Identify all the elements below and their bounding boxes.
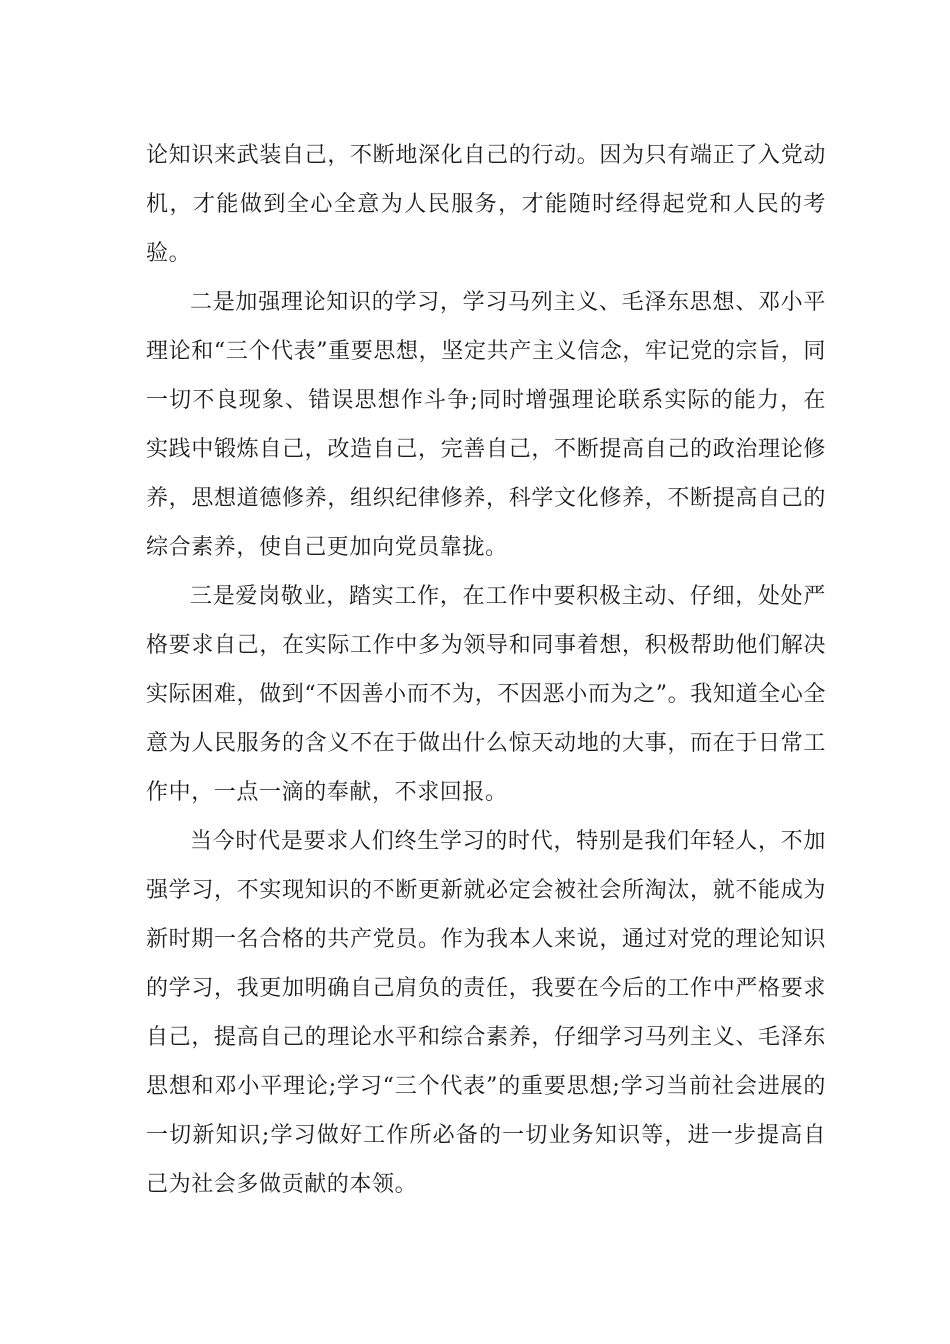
paragraph-point-two: 二是加强理论知识的学习，学习马列主义、毛泽东思想、邓小平理论和“三个代表”重要思想，坚定共产主义信念，牢记党的宗旨，同一切不良现象、错误思想作斗争;同时增强理论联系实际的能力，在实践中锻炼自己，改造自己，完善自己，不断提高自己的政治理论修养，思想道德修养，组织纪律修养，科学文化修养，不断提高自己的综合素养，使自己更加向党员靠拢。 <box>146 290 826 560</box>
paragraph-point-three: 三是爱岗敬业，踏实工作，在工作中要积极主动、仔细，处处严格要求自己，在实际工作中多为领导和同事着想，积极帮助他们解决实际困难，做到“不因善小而不为，不因恶小而为之”。我知道全心全意为人民服务的含义不在于做出什么惊天动地的大事，而在于日常工作中，一点一滴的奉献，不求回报。 <box>146 584 826 805</box>
paragraph-continuation: 论知识来武装自己，不断地深化自己的行动。因为只有端正了入党动机，才能做到全心全意为人民服务，才能随时经得起党和人民的考验。 <box>146 143 826 266</box>
paragraph-conclusion: 当今时代是要求人们终生学习的时代，特别是我们年轻人，不加强学习，不实现知识的不断更新就必定会被社会所淘汰，就不能成为新时期一名合格的共产党员。作为我本人来说，通过对党的理论知识的学习，我更加明确自己肩负的责任，我要在今后的工作中严格要求自己，提高自己的理论水平和综合素养，仔细学习马列主义、毛泽东思想和邓小平理论;学习“三个代表”的重要思想;学习当前社会进展的一切新知识;学习做好工作所必备的一切业务知识等，进一步提高自己为社会多做贡献的本领。 <box>146 829 826 1197</box>
document-body <box>146 131 826 1209</box>
